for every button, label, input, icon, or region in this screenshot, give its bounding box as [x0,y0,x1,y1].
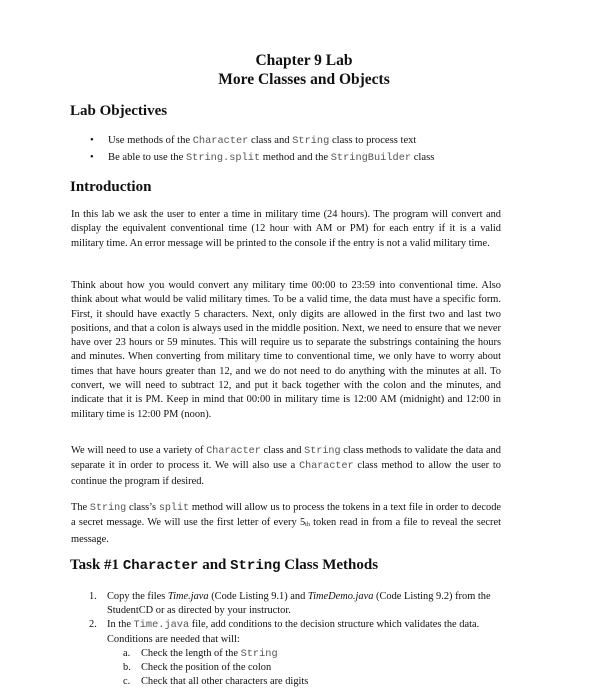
bullet-icon: • [90,152,94,163]
intro-paragraph-4: The String class’s split method will allow us to process the tokens in a text file in order to decode a secret message. We will use the first letter of every $5_{th}$ token read in from a file to reveal the secret message. [71,502,501,545]
intro-paragraph-2: Think about how you would convert any military time 00:00 to 23:59 into conventional time. Also think about what would be valid military times. To be a valid time, the data must have a specific form. First, it should have exactly 5 characters. Next, only digits are allowed in the first two and last two positions, and that a colon is always used in the middle position. Next, we need to ensure that we never have over 23 hours or 59 minutes. This will require us to separate the substrings containing the hours and minutes. When converting from military time to conventional time, we only have to worry about times that have hours greater than 12, and we do not need to do anything with the minutes at all. To convert, we will need to subtract 12, and put it back together with the colon and the minutes, and indicate that it is PM. Keep in mind that 00:00 in military time is 12:00 AM (midnight) and 12:00 in military time is 12:00 PM (noon). [71,280,501,420]
introduction-heading: Introduction [70,179,152,195]
chapter-subtitle: More Classes and Objects [218,71,390,88]
task1-substeps [107,647,501,690]
list-item: 2. In the Time.java file, add conditions to the decision structure which validates the data. Conditions are needed that will: a. Check the length of the String b. Check the position of the colon c. Check that all other characters are digits [71,618,501,689]
list-item: • Be able to use the String.split method and the StringBuilder class [70,149,92,166]
task1-heading: Task #1 Character and String Class Methods [70,557,379,574]
bullet-icon: • [90,135,94,146]
task1-steps [71,590,501,689]
intro-paragraph-3: We will need to use a variety of Character class and String class methods to validate the data and separate it in order to process it. We will also use a Character class method to allow the user to continue the program if desired. [71,445,501,487]
list-item: 1. Copy the files Time.java (Code Listing 9.1) and TimeDemo.java (Code Listing 9.2) from the StudentCD or as directed by your instructor. [89,591,491,617]
list-item: b. Check the position of the colon [123,662,272,674]
objectives-list [70,132,435,166]
intro-paragraph-1: In this lab we ask the user to enter a time in military time (24 hours). The program will convert and display the equivalent conventional time (12 hour with AM or PM) for each entry if it is a valid military time. An error message will be printed to the console if the entry is not a valid military time. [71,209,501,249]
list-item: a. Check the length of the String [123,647,278,660]
list-item: c. Check that all other characters are digits [123,676,309,688]
list-item: • Use methods of the Character class and String class to process text [70,132,92,149]
objectives-heading: Lab Objectives [70,103,168,119]
chapter-title: Chapter 9 Lab [255,52,353,69]
